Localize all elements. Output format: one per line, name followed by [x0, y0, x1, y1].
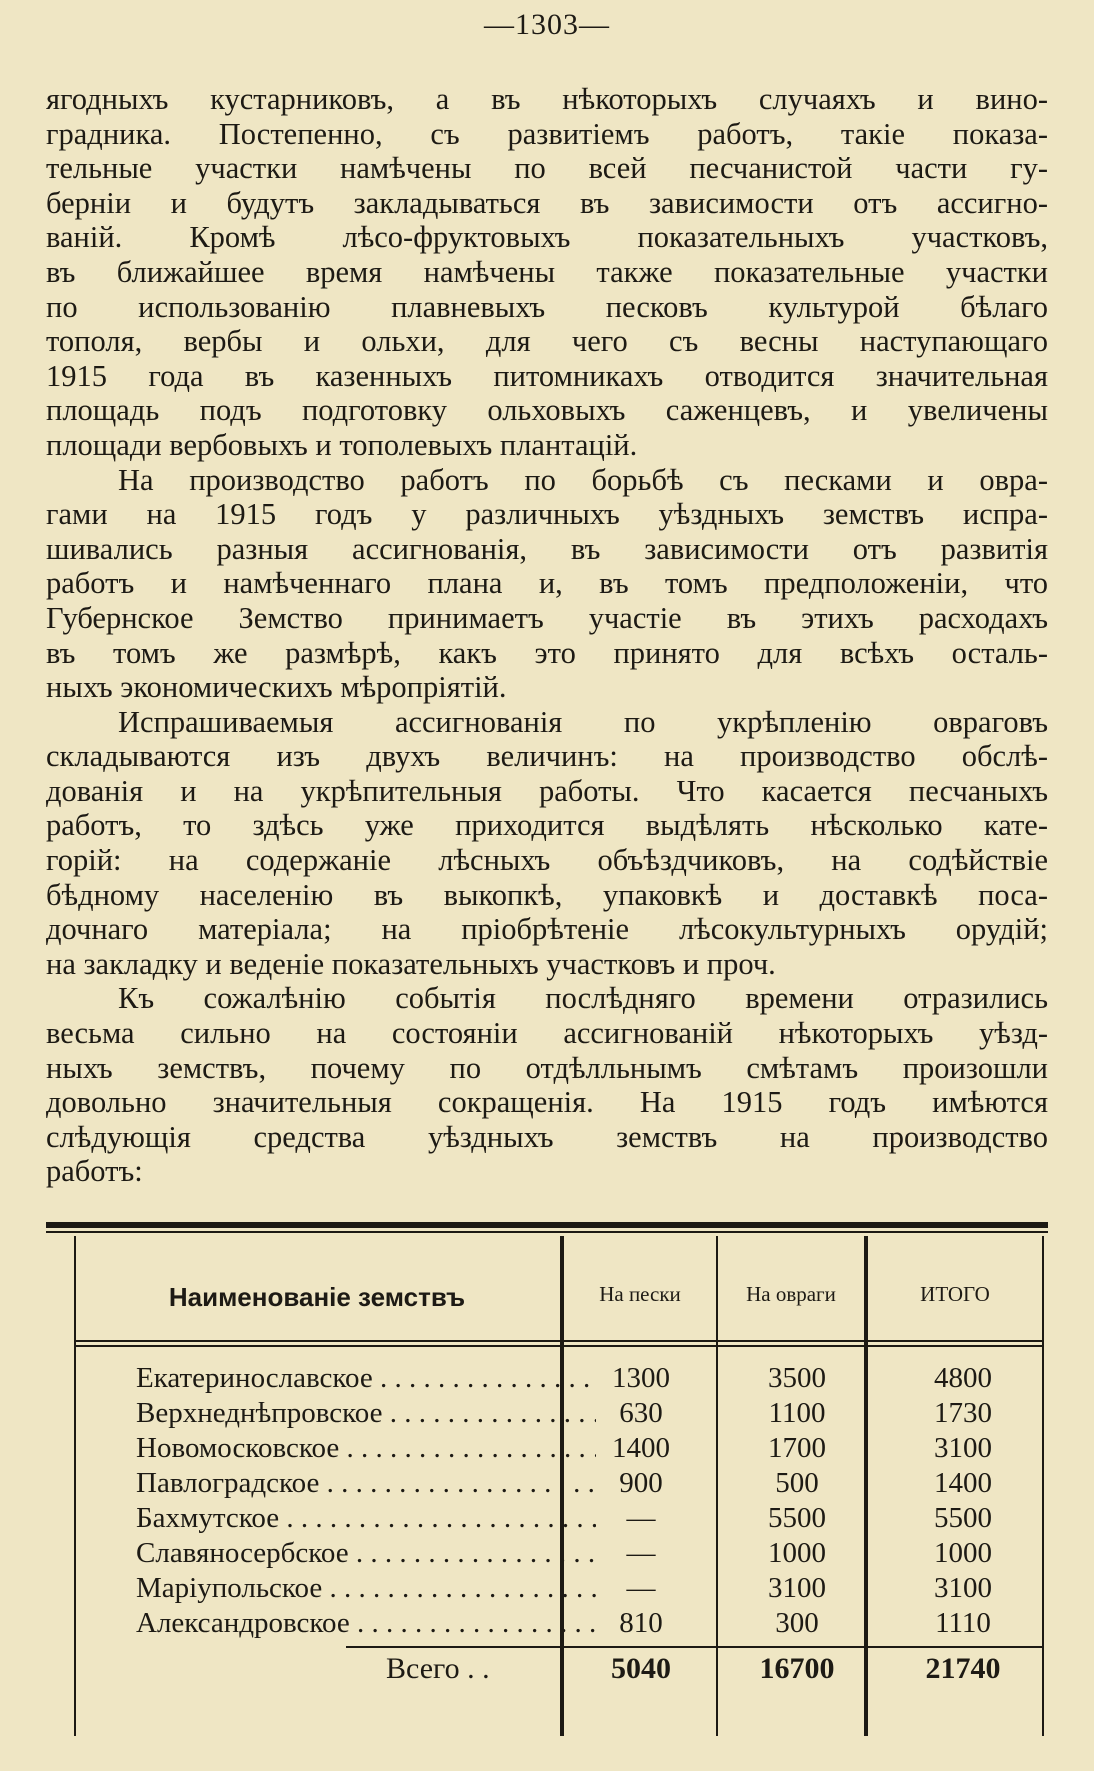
text-line: площади вербовыхъ и тополевыхъ плантацій.: [46, 427, 638, 462]
table-row: [46, 1607, 1048, 1642]
text-line: Губернское Земство принимаетъ участіе въ этихъ расходахъ: [46, 600, 1048, 635]
text-line: слѣдующія средства уѣздныхъ земствъ на производство: [46, 1119, 1048, 1154]
total-rule: [346, 1646, 1044, 1648]
ovragi-value: 300: [775, 1607, 819, 1639]
itogo-value: 1110: [935, 1607, 991, 1639]
itogo-value: 4800: [934, 1362, 992, 1394]
zemstvo-name: Екатеринославское . . .: [136, 1362, 596, 1395]
text-line: ваній. Кромѣ лѣсо-фруктовыхъ показательныхъ участковъ,: [46, 220, 1048, 255]
itogo-value: 3100: [934, 1432, 992, 1464]
itogo-value: 1000: [934, 1537, 992, 1569]
peski-value: 1300: [612, 1362, 670, 1394]
zemstvo-name: Бахмутское . . .: [136, 1502, 596, 1535]
text-line: шивались разныя ассигнованія, въ зависимости отъ развитія: [46, 531, 1048, 566]
peski-value: 900: [619, 1467, 663, 1499]
zemstvo-name: Верхнеднѣпровское . . .: [136, 1397, 596, 1430]
itogo-value: 3100: [934, 1572, 992, 1604]
text-line: На производство работъ по борьбѣ съ песками и овра-: [118, 462, 1048, 497]
itogo-value: 1400: [934, 1467, 992, 1499]
text-line: въ ближайшее время намѣчены также показательные участки: [46, 254, 1048, 289]
table-top-rule: [46, 1222, 1048, 1228]
text-line: тельные участки намѣчены по всей песчанистой части гу-: [46, 151, 1048, 186]
text-line: ныхъ земствъ, почему по отдѣлльнымъ смѣтамъ произошли: [46, 1050, 1048, 1085]
header-rule: [74, 1345, 1044, 1347]
ovragi-value: 1100: [768, 1397, 826, 1429]
table-row: [46, 1432, 1048, 1467]
text-line: градника. Постепенно, съ развитіемъ работъ, такіе показа-: [46, 116, 1048, 151]
text-line: ныхъ экономическихъ мѣропріятій.: [46, 670, 507, 705]
text-line: берніи и будутъ закладываться въ зависимости отъ ассигно-: [46, 185, 1048, 220]
peski-value: 810: [619, 1607, 663, 1639]
header-rule: [74, 1340, 1044, 1342]
text-line: площадь подъ подготовку ольховыхъ саженцевъ, и увеличены: [46, 393, 1048, 428]
text-line: по использованію плавневыхъ песковъ культурой бѣлаго: [46, 289, 1048, 324]
peski-value: —: [626, 1502, 656, 1534]
text-line: дованія и на укрѣпительныя работы. Что касается песчаныхъ: [46, 773, 1048, 808]
text-line: 1915 года въ казенныхъ питомникахъ отводится значительная: [46, 358, 1048, 393]
text-line: гами на 1915 годъ у различныхъ уѣздныхъ земствъ испра-: [46, 497, 1048, 532]
text-line: тополя, вербы и ольхи, для чего съ весны наступающаго: [46, 324, 1048, 359]
table-row: [46, 1537, 1048, 1572]
header-itogo: ИТОГО: [920, 1282, 990, 1306]
table-row: [46, 1502, 1048, 1537]
total-label: Всего . .: [386, 1652, 490, 1685]
zemstvo-name: Маріупольское . . .: [136, 1572, 596, 1605]
text-line: складываются изъ двухъ величинъ: на производство обслѣ-: [46, 739, 1048, 774]
zemstvo-name: Павлоградское . . .: [136, 1467, 596, 1500]
header-zemstvo-name: Наименованіе земствъ: [168, 1282, 466, 1312]
peski-value: 630: [619, 1397, 663, 1429]
header-ovragi: На овраги: [746, 1282, 836, 1306]
table-row: [46, 1467, 1048, 1502]
text-line: работъ и намѣченнаго плана и, въ томъ предположеніи, что: [46, 566, 1048, 601]
text-line: работъ:: [46, 1154, 143, 1189]
itogo-value: 1730: [934, 1397, 992, 1429]
table-top-rule-thin: [46, 1231, 1048, 1233]
text-line: дочнаго матеріала; на пріобрѣтеніе лѣсокультурныхъ орудій;: [46, 912, 1048, 947]
total-row: [46, 1652, 1048, 1692]
itogo-value: 5500: [934, 1502, 992, 1534]
ovragi-value: 3500: [768, 1362, 826, 1394]
text-line: работъ, то здѣсь уже приходится выдѣлять нѣсколько кате-: [46, 808, 1048, 843]
ovragi-value: 3100: [768, 1572, 826, 1604]
text-line: горій: на содержаніе лѣсныхъ объѣздчиковъ, на содѣйствіе: [46, 843, 1048, 878]
text-line: довольно значительныя сокращенія. На 1915 годъ имѣются: [46, 1085, 1048, 1120]
text-line: весьма сильно на состояніи ассигнованій нѣкоторыхъ уѣзд-: [46, 1016, 1048, 1051]
body-text: [46, 82, 1048, 1189]
table-row: [46, 1362, 1048, 1397]
total-peski: 5040: [611, 1652, 671, 1685]
ovragi-value: 5500: [768, 1502, 826, 1534]
text-line: на закладку и веденіе показательныхъ участковъ и проч.: [46, 946, 776, 981]
peski-value: —: [626, 1537, 656, 1569]
zemstvo-name: Славяносербское . . .: [136, 1537, 596, 1570]
peski-value: 1400: [612, 1432, 670, 1464]
zemstvo-name: Александровское . . .: [136, 1607, 596, 1640]
header-peski: На пески: [599, 1282, 681, 1306]
total-ovragi: 16700: [759, 1652, 835, 1685]
table-row: [46, 1572, 1048, 1607]
total-itogo: 21740: [925, 1652, 1001, 1685]
text-line: въ томъ же размѣрѣ, какъ это принято для всѣхъ осталь-: [46, 635, 1048, 670]
zemstvo-name: Новомосковское . . .: [136, 1432, 596, 1465]
table-row: [46, 1397, 1048, 1432]
zemstvo-budget-table: [46, 1222, 1048, 1742]
page-number: —1303—: [484, 8, 610, 41]
ovragi-value: 1700: [768, 1432, 826, 1464]
ovragi-value: 500: [775, 1467, 819, 1499]
text-line: ягодныхъ кустарниковъ, а въ нѣкоторыхъ случаяхъ и вино-: [46, 82, 1048, 116]
ovragi-value: 1000: [768, 1537, 826, 1569]
peski-value: —: [626, 1572, 656, 1604]
text-line: бѣдному населенію въ выкопкѣ, упаковкѣ и доставкѣ поса-: [46, 877, 1048, 912]
text-line: Испрашиваемыя ассигнованія по укрѣпленію овраговъ: [118, 704, 1048, 739]
text-line: Къ сожалѣнію событія послѣдняго времени отразились: [118, 981, 1048, 1016]
